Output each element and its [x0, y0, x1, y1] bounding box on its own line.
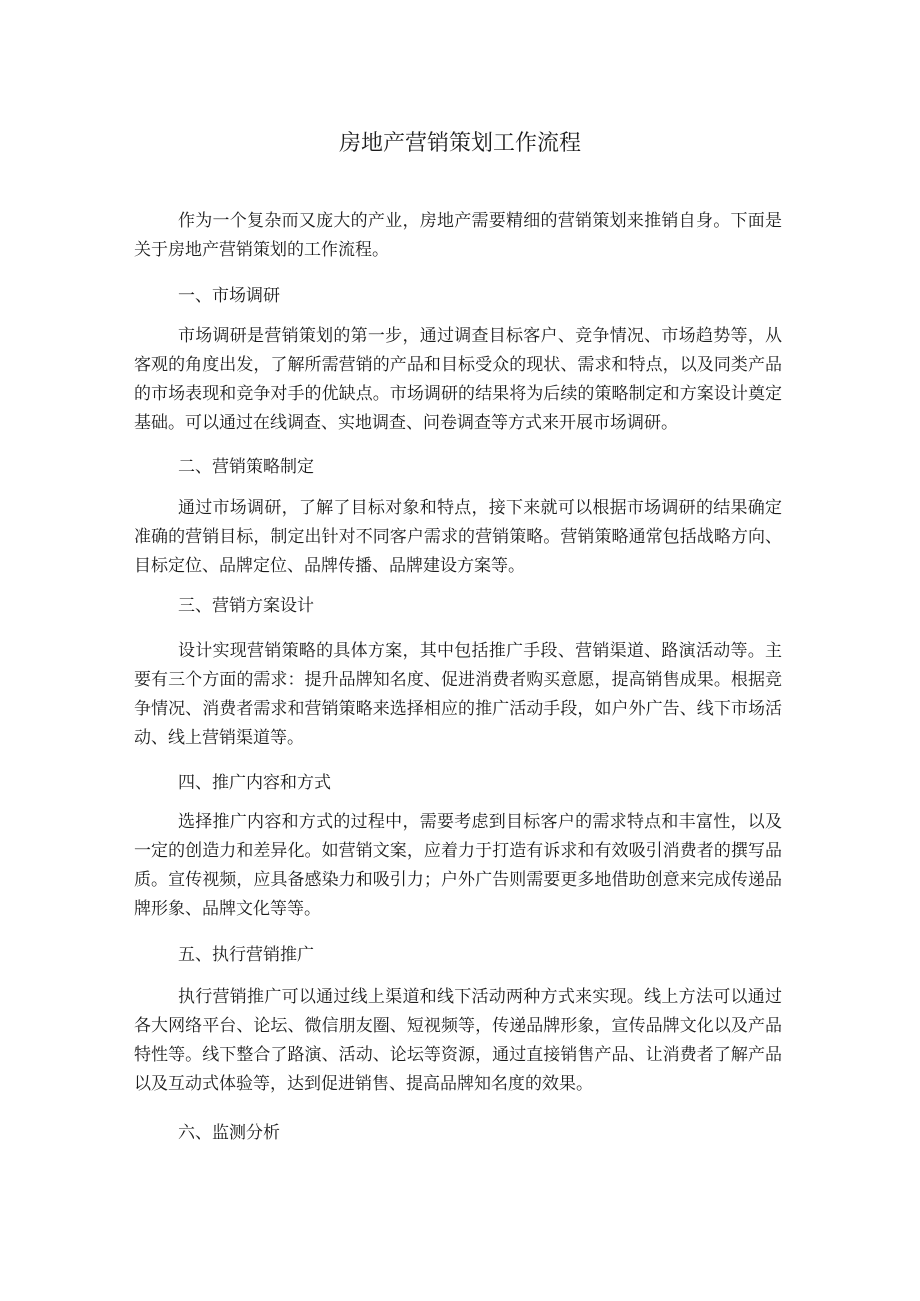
page-title: 房地产营销策划工作流程	[338, 131, 581, 156]
section-heading-monitoring: 六、监测分析	[178, 1123, 280, 1143]
section-heading-market-research: 一、市场调研	[178, 286, 280, 306]
section-heading-promotion-content: 四、推广内容和方式	[178, 773, 331, 793]
section-paragraph: 执行营销推广可以通过线上渠道和线下活动两种方式来实现。线上方法可以通过各大网络平台、论坛、微信朋友圈、短视频等，传递品牌形象，宣传品牌文化以及产品特性等。线下整合了路演、活动、论坛等资源，通过直接销售产品、让消费者了解产品以及互动式体验等，达到促进销售、提高品牌知名度的效果。	[134, 987, 782, 1094]
section-heading-strategy: 二、营销策略制定	[178, 457, 314, 477]
section-heading-plan-design: 三、营销方案设计	[178, 596, 314, 616]
section-body-promotion-content	[134, 808, 782, 924]
section-paragraph: 通过市场调研，了解了目标对象和特点，接下来就可以根据市场调研的结果确定准确的营销目标，制定出针对不同客户需求的营销策略。营销策略通常包括战略方向、目标定位、品牌定位、品牌传播、品牌建设方案等。	[134, 498, 782, 576]
section-paragraph: 选择推广内容和方式的过程中，需要考虑到目标客户的需求特点和丰富性，以及一定的创造力和差异化。如营销文案，应着力于打造有诉求和有效吸引消费者的撰写品质。宣传视频，应具备感染力和吸引力；户外广告则需要更多地借助创意来完成传递品牌形象、品牌文化等等。	[134, 812, 782, 919]
intro-paragraph: 作为一个复杂而又庞大的产业，房地产需要精细的营销策划来推销自身。下面是关于房地产营销策划的工作流程。	[134, 211, 782, 260]
section-body-plan-design	[134, 637, 782, 753]
section-body-execution	[134, 983, 782, 1099]
section-paragraph: 设计实现营销策略的具体方案，其中包括推广手段、营销渠道、路演活动等。主要有三个方面的需求：提升品牌知名度、促进消费者购买意愿，提高销售成果。根据竞争情况、消费者需求和营销策略来选择相应的推广活动手段，如户外广告、线下市场活动、线上营销渠道等。	[134, 641, 782, 748]
intro-block	[134, 207, 782, 265]
section-body-strategy	[134, 494, 782, 581]
section-body-market-research	[134, 322, 782, 438]
section-paragraph: 市场调研是营销策划的第一步，通过调查目标客户、竞争情况、市场趋势等，从客观的角度出发，了解所需营销的产品和目标受众的现状、需求和特点，以及同类产品的市场表现和竞争对手的优缺点。市场调研的结果将为后续的策略制定和方案设计奠定基础。可以通过在线调查、实地调查、问卷调查等方式来开展市场调研。	[134, 326, 782, 433]
section-heading-execution: 五、执行营销推广	[178, 945, 314, 965]
